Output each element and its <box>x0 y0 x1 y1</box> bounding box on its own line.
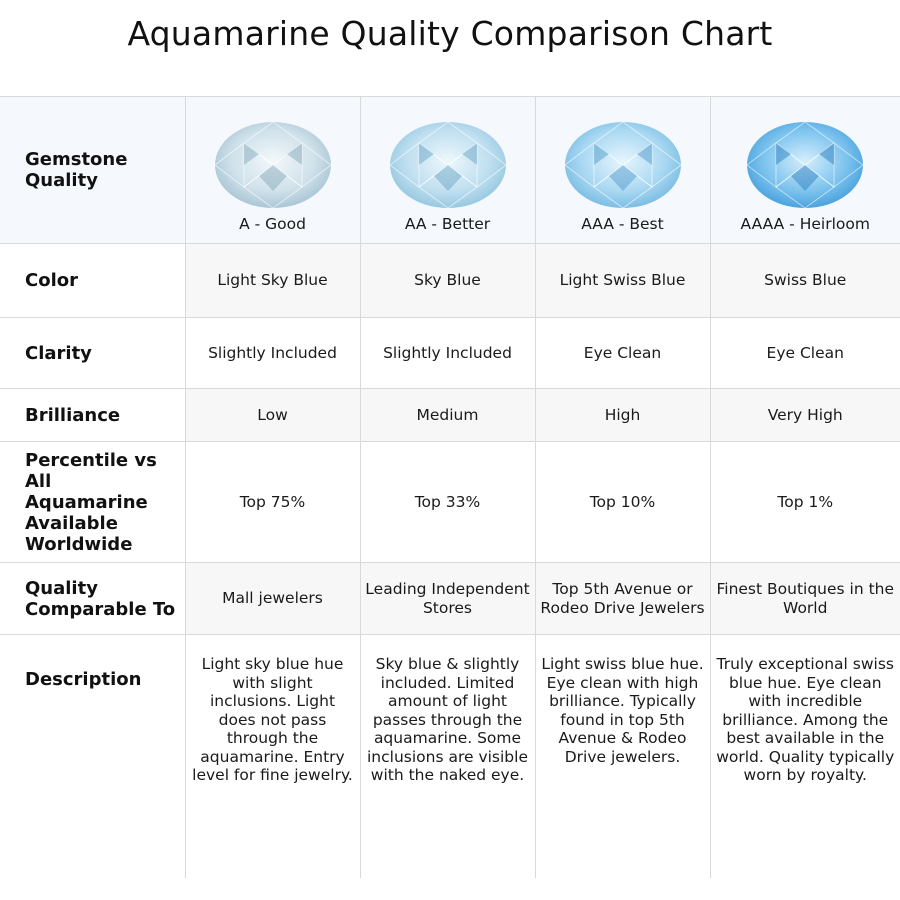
table-cell: Slightly Included <box>360 318 535 389</box>
grade-column-aaaa <box>710 97 900 244</box>
table-cell: Medium <box>360 389 535 442</box>
grade-label: AA - Better <box>404 215 491 233</box>
table-cell: Top 75% <box>185 442 360 563</box>
table-cell: Top 1% <box>710 442 900 563</box>
aquamarine-gem-icon <box>746 121 864 209</box>
table-cell: Light Swiss Blue <box>535 244 710 318</box>
table-cell: Eye Clean <box>535 318 710 389</box>
grade-column-aaa <box>535 97 710 244</box>
grade-label: AAAA - Heirloom <box>740 215 870 233</box>
table-cell: Finest Boutiques in the World <box>710 563 900 635</box>
table-cell: Slightly Included <box>185 318 360 389</box>
grade-label: AAA - Best <box>581 215 664 233</box>
table-cell: Very High <box>710 389 900 442</box>
table-row <box>0 244 900 318</box>
header-label: Gemstone Quality <box>0 97 185 244</box>
table-row <box>0 442 900 563</box>
table-cell: Swiss Blue <box>710 244 900 318</box>
aquamarine-gem-icon <box>214 121 332 209</box>
table-cell: Light swiss blue hue. Eye clean with high brilliance. Typically found in top 5th Avenue & Rodeo Drive jewelers. <box>535 635 710 878</box>
table-cell: Eye Clean <box>710 318 900 389</box>
table-row <box>0 389 900 442</box>
grade-label: A - Good <box>239 215 306 233</box>
table-cell: Truly exceptional swiss blue hue. Eye clean with incredible brilliance. Among the best available in the world. Quality typically worn by royalty. <box>710 635 900 878</box>
table-cell: Top 5th Avenue or Rodeo Drive Jewelers <box>535 563 710 635</box>
table-cell: Top 10% <box>535 442 710 563</box>
table-cell: Low <box>185 389 360 442</box>
table-cell: Light Sky Blue <box>185 244 360 318</box>
aquamarine-gem-icon <box>389 121 507 209</box>
row-label-percentile: Percentile vs All Aquamarine Available Worldwide <box>0 442 185 563</box>
row-label-color: Color <box>0 244 185 318</box>
row-label-comparable: Quality Comparable To <box>0 563 185 635</box>
row-label-description: Description <box>0 635 185 878</box>
page-title: Aquamarine Quality Comparison Chart <box>127 14 773 53</box>
table-row <box>0 635 900 878</box>
table-cell: Sky blue & slightly included. Limited amount of light passes through the aquamarine. Some inclusions are visible with the naked eye. <box>360 635 535 878</box>
row-label-brilliance: Brilliance <box>0 389 185 442</box>
grade-column-aa <box>360 97 535 244</box>
table-cell: Light sky blue hue with slight inclusions. Light does not pass through the aquamarine. Entry level for fine jewelry. <box>185 635 360 878</box>
table-cell: Mall jewelers <box>185 563 360 635</box>
comparison-table <box>0 96 900 878</box>
table-row <box>0 318 900 389</box>
table-cell: Leading Independent Stores <box>360 563 535 635</box>
grade-column-a <box>185 97 360 244</box>
table-cell: Sky Blue <box>360 244 535 318</box>
table-cell: High <box>535 389 710 442</box>
table-cell: Top 33% <box>360 442 535 563</box>
aquamarine-gem-icon <box>564 121 682 209</box>
header-row <box>0 97 900 244</box>
row-label-clarity: Clarity <box>0 318 185 389</box>
table-row <box>0 563 900 635</box>
